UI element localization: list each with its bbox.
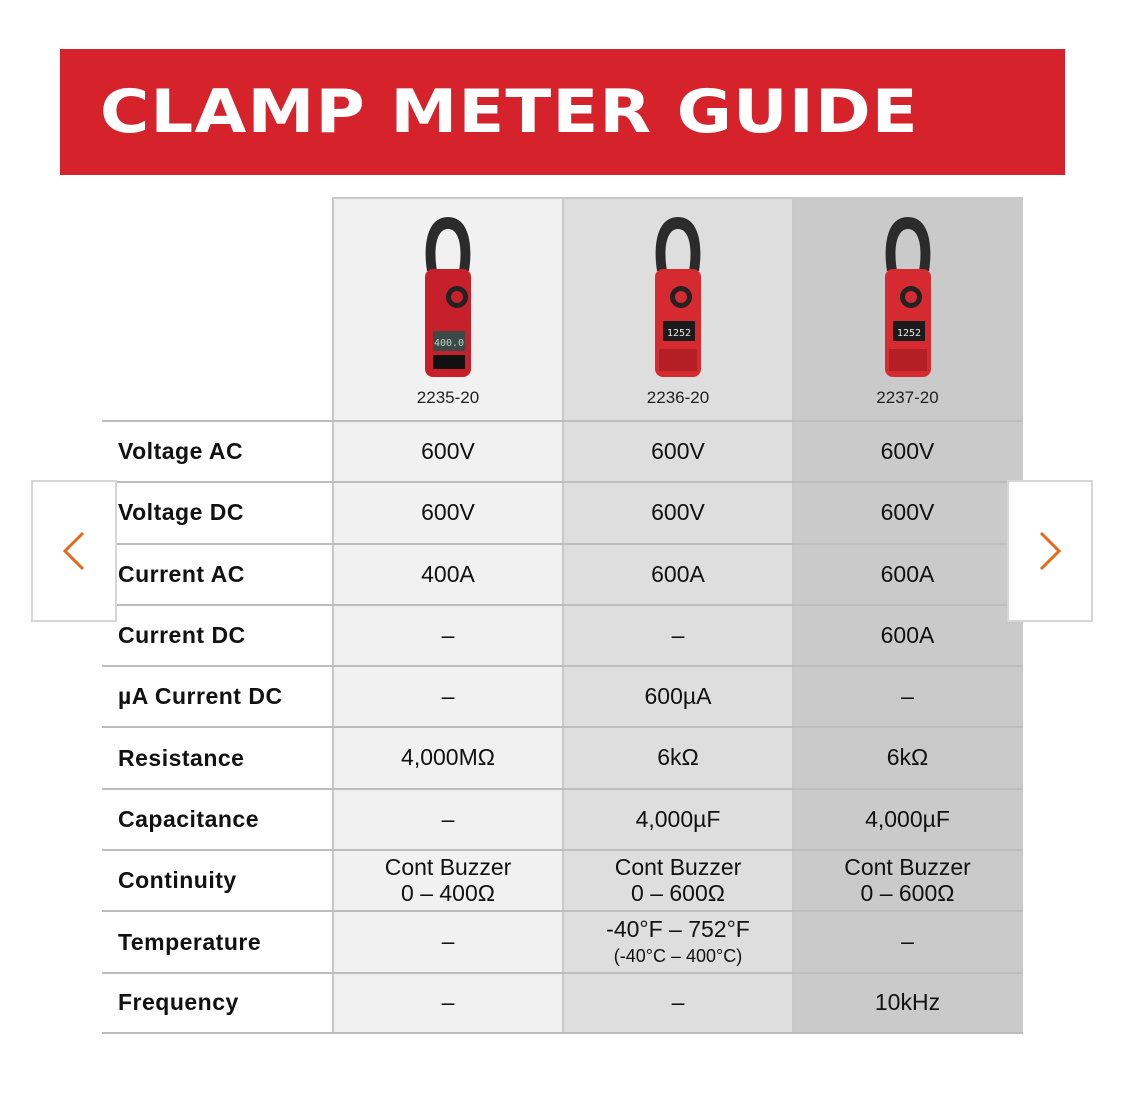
cell-value: -40°F – 752°F xyxy=(606,916,750,943)
table-row xyxy=(102,972,1023,1034)
table-row xyxy=(102,481,1023,542)
cell-value: 600V xyxy=(880,438,935,464)
table-row xyxy=(102,420,1023,481)
table-cell xyxy=(562,545,792,604)
cell-value: Cont Buzzer xyxy=(384,854,512,881)
cell-value: – xyxy=(671,989,685,1016)
table-cell xyxy=(562,728,792,787)
table-row xyxy=(102,665,1023,726)
cell-value: – xyxy=(901,928,914,955)
clamp-meter-image xyxy=(873,213,943,381)
table-cell xyxy=(562,606,792,665)
svg-text:1252: 1252 xyxy=(896,328,921,339)
table-cell xyxy=(332,851,562,910)
cell-value: – xyxy=(901,683,914,710)
carousel-prev-button[interactable] xyxy=(31,480,117,622)
cell-value: 4,000µF xyxy=(865,805,950,832)
row-label: Capacitance xyxy=(102,790,332,849)
table-row xyxy=(102,726,1023,787)
row-label: Continuity xyxy=(102,851,332,910)
cell-value: 600A xyxy=(880,560,935,587)
cell-value: – xyxy=(441,621,455,648)
table-cell xyxy=(792,422,1023,481)
chevron-left-icon xyxy=(59,528,89,574)
table-row xyxy=(102,849,1023,910)
cell-value: 0 – 600Ω xyxy=(860,879,955,906)
table-cell xyxy=(792,545,1023,604)
table-cell xyxy=(792,851,1023,910)
row-label: Voltage DC xyxy=(102,483,332,542)
table-header-row xyxy=(102,197,1023,420)
svg-text:1252: 1252 xyxy=(666,328,692,339)
table-cell xyxy=(562,912,792,971)
carousel-next-button[interactable] xyxy=(1007,480,1093,622)
cell-value: 0 – 400Ω xyxy=(401,879,495,906)
cell-value: Cont Buzzer xyxy=(844,854,971,881)
table-row xyxy=(102,604,1023,665)
model-label: 2237-20 xyxy=(876,388,939,407)
cell-value: 600µA xyxy=(644,683,712,710)
table-cell xyxy=(792,974,1023,1032)
table-row xyxy=(102,910,1023,971)
cell-value: 600V xyxy=(880,499,935,526)
cell-value: 0 – 600Ω xyxy=(631,879,725,906)
table-cell xyxy=(562,851,792,910)
table-cell xyxy=(332,667,562,726)
model-label: 2235-20 xyxy=(416,388,480,407)
product-header-2237-20 xyxy=(792,197,1023,420)
model-label: 2236-20 xyxy=(646,388,710,407)
comparison-table xyxy=(102,197,1023,1034)
table-cell xyxy=(332,422,562,481)
table-cell xyxy=(792,728,1023,787)
cell-value: 600V xyxy=(421,438,475,464)
cell-value: 600V xyxy=(651,499,705,526)
cell-value: – xyxy=(441,989,455,1016)
cell-value: 10kHz xyxy=(874,989,941,1016)
cell-value: – xyxy=(671,621,685,648)
table-cell xyxy=(562,790,792,849)
table-cell xyxy=(332,483,562,542)
table-row xyxy=(102,788,1023,849)
table-cell xyxy=(562,422,792,481)
cell-value: 6kΩ xyxy=(657,744,699,771)
svg-text:400.0: 400.0 xyxy=(433,338,465,349)
cell-value: 400A xyxy=(421,560,475,587)
row-label: Resistance xyxy=(102,728,332,787)
cell-value: 600A xyxy=(651,560,705,587)
page-title: CLAMP METER GUIDE xyxy=(100,77,919,147)
clamp-meter-image xyxy=(643,213,713,381)
row-label: Frequency xyxy=(102,974,332,1032)
title-banner xyxy=(60,49,1065,175)
cell-value: 600V xyxy=(421,499,475,526)
product-header-2236-20 xyxy=(562,197,792,420)
table-cell xyxy=(332,606,562,665)
table-cell xyxy=(792,912,1023,971)
cell-value: – xyxy=(441,928,455,955)
clamp-meter-image xyxy=(413,213,483,381)
cell-value: Cont Buzzer xyxy=(614,854,742,881)
table-cell xyxy=(332,912,562,971)
cell-value: 6kΩ xyxy=(886,744,929,771)
table-cell xyxy=(332,790,562,849)
table-cell xyxy=(332,728,562,787)
table-body xyxy=(102,420,1023,1034)
row-label: Temperature xyxy=(102,912,332,971)
row-label: Current AC xyxy=(102,545,332,604)
cell-value: (-40°C – 400°C) xyxy=(613,945,743,966)
row-label: µA Current DC xyxy=(102,667,332,726)
cell-value: – xyxy=(441,683,455,710)
table-cell xyxy=(792,667,1023,726)
table-cell xyxy=(792,790,1023,849)
table-cell xyxy=(332,974,562,1032)
chevron-right-icon xyxy=(1035,528,1065,574)
product-header-2235-20 xyxy=(332,197,562,420)
cell-value: – xyxy=(441,805,455,832)
cell-value: 4,000µF xyxy=(635,805,721,832)
header-blank-cell xyxy=(102,197,332,420)
table-cell xyxy=(332,545,562,604)
cell-value: 4,000MΩ xyxy=(401,744,495,771)
table-cell xyxy=(792,483,1023,542)
table-row xyxy=(102,543,1023,604)
row-label: Voltage AC xyxy=(102,422,332,481)
row-label: Current DC xyxy=(102,606,332,665)
table-cell xyxy=(562,667,792,726)
cell-value: 600V xyxy=(651,438,705,464)
table-cell xyxy=(562,483,792,542)
cell-value: 600A xyxy=(880,621,935,648)
table-cell xyxy=(562,974,792,1032)
table-cell xyxy=(792,606,1023,665)
